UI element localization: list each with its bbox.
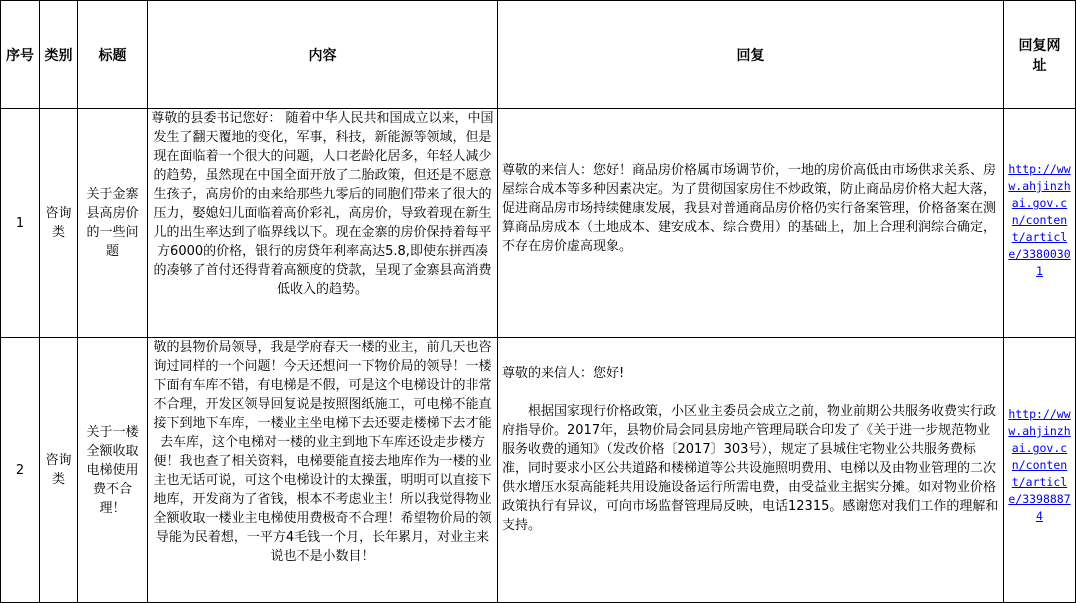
header-content: 内容 <box>308 47 337 64</box>
row2-index: 2 <box>15 462 25 478</box>
row2-content: 敬的县物价局领导，我是学府春天一楼的业主，前几天也咨询过同样的一个问题！今天还想问一下物价局的领导！一楼下面有车库不错，有电梯是不假，可是这个电梯设计的非常不合理，开发区领导回复说是按照图纸施工，可电梯不能直接下到地下车库，一楼业主坐电梯下去还要走楼梯下去才能去车库，这个电梯对一楼的业主到地下车库还设走步楼方便！我也查了相关资料，电梯要能直接去地库作为一楼的业主也无话可说，可这个电梯设计的太操蛋，明明可以直接下地库，开发商为了省钱，根本不考虑业主！所以我觉得物业全额收取一楼业主电梯使用费极奇不合理！希望物价局的领导能为民着想，一平方4毛钱一个月，长年累月，对业主来说也不是小数目！ <box>153 340 492 564</box>
header-reply: 回复 <box>736 47 765 64</box>
row1-title: 关于金寨县高房价的一些问题 <box>86 187 139 259</box>
row2-reply-cell <box>498 338 1003 602</box>
row2-url-cell <box>1004 338 1075 602</box>
row1-index: 1 <box>15 215 25 231</box>
row1-reply: 尊敬的来信人：您好！商品房价格属市场调节价，一地的房价高低由市场供求关系、房屋综合成本等多种因素决定。为了贯彻国家房住不炒政策，防止商品房价格大起大落，促进商品房市场持续健康发展，我县对普通商品房价格仍实行备案管理，价格备案在测算商品房成本（土地成本、建安成本、综合费用）的基础上，加上合理利润综合确定，不存在房价虚高现象。 <box>502 163 997 254</box>
header-index: 序号 <box>6 47 34 64</box>
header-reply-url: 回复网址 <box>1018 37 1061 74</box>
row2-reply-link[interactable]: http://www.ahjinzhai.gov.cn/content/article/33988874 <box>1008 407 1071 523</box>
row1-category: 咨询类 <box>45 206 72 240</box>
row1-reply-link[interactable]: http://www.ahjinzhai.gov.cn/content/article/33800301 <box>1008 162 1071 278</box>
row1-url-cell <box>1004 109 1075 337</box>
header-category: 类别 <box>44 47 73 64</box>
row2-reply: 根据国家现行价格政策，小区业主委员会成立之前，物业前期公共服务收费实行政府指导价。2017年，县物价局会同县房地产管理局联合印发了《关于进一步规范物业服务收费的通知》（发改价格〔2017〕303号），规定了县城住宅物业公共服务费标准，同时要求小区公共道路和楼梯道等公共设施照明费用、电梯以及由物业管理的二次供水增压水泵高能耗共用设施设备运行所需电费，由受益业主据实分摊。如对物业价格政策执行有异议，可向市场监督管理局反映，电话12315。感谢您对我们工作的理解和支持。 <box>502 404 999 533</box>
row2-reply-greeting: 尊敬的来信人：您好! <box>502 366 625 381</box>
header-title: 标题 <box>98 47 127 64</box>
row2-category: 咨询类 <box>45 453 72 487</box>
row1-content: 尊敬的县委书记您好： 随着中华人民共和国成立以来，中国发生了翻天覆地的变化，军事，科技，新能源等领域，但是现在面临着一个很大的问题，人口老龄化居多，年轻人减少的趋势，虽然现在中国全面开放了二胎政策，但还是不愿意生孩子，高房价的由来给那些九零后的同胞们带来了很大的压力，娶媳妇儿面临着高价彩礼，高房价，导致着现在新生儿的出生率达到了临界线以下。现在金寨的房价保持着每平方6000的价格，银行的房贷年利率高达5.8,即使东拼西凑的凑够了首付还得背着高额度的贷款，呈现了金寨县高消费低收入的趋势。 <box>151 111 494 297</box>
row2-title: 关于一楼全额收取电梯使用费不合理！ <box>86 424 139 516</box>
